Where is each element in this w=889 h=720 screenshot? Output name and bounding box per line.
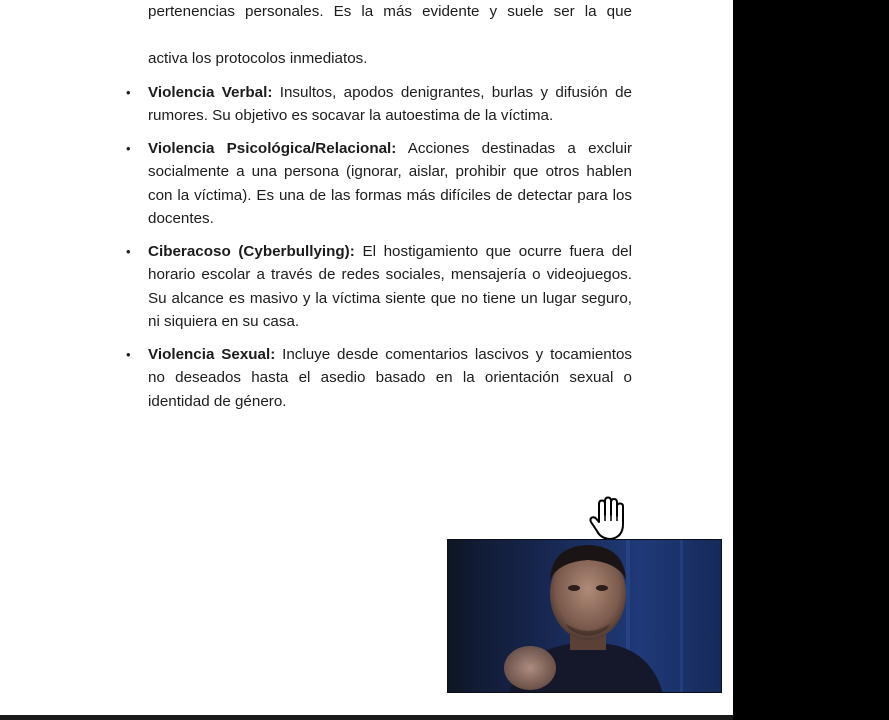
intro-line-2: activa los protocolos inmediatos. <box>148 50 368 67</box>
page-gap <box>0 715 733 720</box>
list-item-text: El hostigamiento que ocurre fuera del horario escolar a través de redes sociales, mensajería o videojuegos. Su alcance es masivo y la víctima siente que no tiene un lugar seguro, ni siquiera en su casa. <box>148 242 632 330</box>
list-item-text: Insultos, apodos denigrantes, burlas y difusión de rumores. Su objetivo es socavar la autoestima de la víctima. <box>148 83 632 124</box>
bullet-icon: • <box>126 140 131 156</box>
list-item-ciberacoso <box>126 240 632 334</box>
list-item-term: Violencia Psicológica/Relacional: <box>148 139 397 157</box>
list-item-term: Ciberacoso (Cyberbullying): <box>148 242 355 260</box>
list-item-text: Acciones destinadas a excluir socialmente a una persona (ignorar, aislar, prohibir que otros hablen con la víctima). Es una de las formas más difíciles de detectar para los docentes. <box>148 139 633 227</box>
list-item-text: Incluye desde comentarios lascivos y tocamientos no deseados hasta el asedio basado en la orientación sexual o identidad de género. <box>148 345 632 410</box>
list-item-violencia-sexual <box>126 343 632 414</box>
intro-line-1: pertenencias personales. Es la más evidente y suele ser la que <box>148 3 632 20</box>
list-item-violencia-verbal <box>126 81 632 128</box>
document-body <box>126 0 633 413</box>
bullet-icon: • <box>126 84 131 100</box>
bullet-icon: • <box>126 243 131 259</box>
list-item-term: Violencia Sexual: <box>148 345 276 363</box>
webcam-overlay[interactable] <box>447 539 722 693</box>
list-item-term: Violencia Verbal: <box>148 83 273 101</box>
bullet-icon: • <box>126 346 131 362</box>
list-item-violencia-psicologica <box>126 137 633 231</box>
hand-cursor-icon <box>585 494 633 542</box>
webcam-video-frame <box>448 540 722 693</box>
intro-paragraph <box>148 0 632 71</box>
